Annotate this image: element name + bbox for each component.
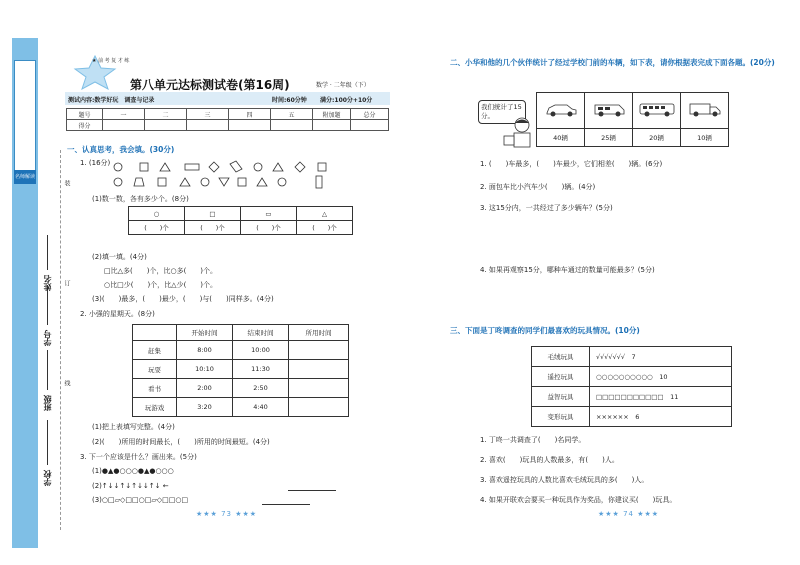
q1-label: 1. (16分) — [80, 159, 111, 167]
class-label: 班级 — [43, 395, 52, 411]
score-head: 附加题 — [313, 109, 351, 120]
circle-icon — [114, 178, 122, 186]
tally-marks: □□□□□□□□□□□ — [596, 393, 664, 401]
schedule-cell: 看书 — [133, 379, 177, 398]
count-shape-cell: ○ — [129, 207, 185, 221]
class-line[interactable] — [47, 350, 48, 390]
section-1-heading: 一、认真思考，我会填。(30分) — [67, 145, 175, 154]
toy-name: 益智玩具 — [532, 387, 590, 407]
schedule-cell: 11:30 — [233, 360, 289, 379]
q1-3: (3)( )最多，( )最少，( )与( )同样多。(4分) — [92, 295, 274, 303]
tally-count: 7 — [631, 353, 636, 361]
circle-icon — [254, 163, 262, 171]
count-answer-cell[interactable]: ( )个 — [241, 221, 297, 235]
student-icon — [500, 116, 540, 150]
van-icon — [592, 102, 626, 118]
count-shape-cell: ▭ — [241, 207, 297, 221]
tally-marks: √√√√√√√ — [596, 353, 625, 361]
count-answer-cell[interactable]: ( )个 — [185, 221, 241, 235]
triangle-icon — [273, 163, 283, 171]
q1-2b: ○比□少( )个，比△少( )个。 — [104, 281, 218, 289]
score-head: 总分 — [351, 109, 389, 120]
page-title: 第八单元达标测试卷(第16周) — [130, 78, 290, 92]
count-answer-cell[interactable]: ( )个 — [129, 221, 185, 235]
score-cell[interactable] — [313, 120, 351, 131]
circle-icon — [114, 163, 122, 171]
q3-3-answer-line[interactable] — [262, 504, 310, 505]
circle-icon — [278, 178, 286, 186]
left-page-number: 73 — [221, 510, 232, 518]
speech-bubble: 我们统计了15分。 — [478, 100, 526, 124]
r-q3: 3. 这15分内，一共经过了多少辆车？(5分) — [480, 204, 613, 212]
q1-2-label: (2)填一填。(4分) — [92, 253, 147, 261]
rectangle-icon — [185, 164, 199, 170]
schedule-cell: 玩游戏 — [133, 398, 177, 417]
t-q3: 3. 喜欢遥控玩具的人数比喜欢毛绒玩具的多( )人。 — [480, 476, 649, 484]
toy-name: 毛绒玩具 — [532, 347, 590, 367]
schedule-cell: 2:00 — [177, 379, 233, 398]
square-icon — [238, 178, 246, 186]
score-cell[interactable] — [271, 120, 313, 131]
bus-icon — [638, 102, 676, 118]
binding-notice-box — [14, 60, 36, 180]
square-icon — [158, 178, 166, 186]
schedule-answer[interactable] — [289, 398, 349, 417]
number-label: 学号 — [43, 330, 52, 346]
schedule-header: 开始时间 — [177, 325, 233, 341]
binding-word-xian: 线 — [63, 380, 70, 386]
score-head: 二 — [145, 109, 187, 120]
left-footer: ★★★ 73 ★★★ — [196, 510, 258, 518]
square-icon — [140, 163, 148, 171]
count-shape-cell: □ — [185, 207, 241, 221]
toy-tally — [590, 407, 732, 427]
vehicle-count: 10辆 — [681, 129, 729, 147]
score-head: 一 — [103, 109, 145, 120]
score-head: 得分 — [67, 120, 103, 131]
score-cell[interactable] — [187, 120, 229, 131]
toy-name: 遥控玩具 — [532, 367, 590, 387]
score-label: 满分:100分+10分 — [320, 97, 373, 104]
t-q2: 2. 喜欢( )玩具的人数最多，有( )人。 — [480, 456, 619, 464]
score-head: 三 — [187, 109, 229, 120]
diamond-icon — [295, 162, 305, 172]
right-page-number: 74 — [623, 510, 634, 518]
score-table — [66, 108, 389, 131]
strip-tab: 名师解读 — [14, 170, 36, 184]
bus-cell — [633, 93, 681, 129]
vehicle-count: 25辆 — [585, 129, 633, 147]
q2-label: 2. 小强的星期天。(8分) — [80, 310, 155, 318]
binding-word-ding: 订 — [63, 280, 70, 286]
q2-2: (2)( )所用的时间最长，( )所用的时间最短。(4分) — [92, 438, 270, 446]
tally-marks: ○○○○○○○○○○ — [596, 373, 653, 381]
triangle-icon — [257, 178, 267, 186]
brand-text: ★ 前 考 复 才 练 — [92, 58, 130, 64]
schedule-cell: 玩耍 — [133, 360, 177, 379]
toy-tally — [590, 367, 732, 387]
truck-cell — [681, 93, 729, 129]
tall-rect-icon — [316, 176, 322, 188]
tally-count: 10 — [659, 373, 668, 381]
count-answer-cell[interactable]: ( )个 — [297, 221, 353, 235]
rotated-rect-icon — [230, 161, 242, 172]
schedule-cell: 3:20 — [177, 398, 233, 417]
schedule-answer[interactable] — [289, 341, 349, 360]
name-line[interactable] — [47, 235, 48, 270]
toy-tally-table — [531, 346, 732, 427]
tally-marks: ×××××× — [596, 413, 629, 421]
q2-1: (1)把上表填写完整。(4分) — [92, 423, 175, 431]
number-line[interactable] — [47, 285, 48, 325]
score-head: 四 — [229, 109, 271, 120]
binding-word-zhuang: 装 — [63, 180, 70, 186]
name-label: 姓名 — [43, 275, 52, 291]
score-cell[interactable] — [351, 120, 389, 131]
school-line[interactable] — [47, 420, 48, 465]
q1-1-label: (1)数一数，各有多少个。(8分) — [92, 195, 189, 203]
schedule-table — [132, 324, 349, 417]
toy-tally — [590, 347, 732, 367]
toy-tally — [590, 387, 732, 407]
schedule-cell: 4:40 — [233, 398, 289, 417]
q3-1: (1)●▲●○○○●▲●○○○ — [92, 467, 174, 475]
q1-2a: □比△多( )个，比○多( )个。 — [104, 267, 218, 275]
t-q1: 1. 丁咚一共调查了( )名同学。 — [480, 436, 586, 444]
schedule-cell: 8:00 — [177, 341, 233, 360]
schedule-header: 所用时间 — [289, 325, 349, 341]
tally-count: 11 — [670, 393, 679, 401]
score-cell[interactable] — [229, 120, 271, 131]
car-cell — [537, 93, 585, 129]
schedule-cell: 赶集 — [133, 341, 177, 360]
score-cell[interactable] — [145, 120, 187, 131]
vehicle-table — [536, 92, 729, 147]
car-icon — [544, 102, 578, 118]
trapezoid-icon — [134, 178, 144, 186]
triangle-icon — [180, 178, 190, 186]
score-cell[interactable] — [103, 120, 145, 131]
truck-icon — [688, 102, 722, 118]
school-label: 学校 — [43, 470, 52, 486]
schedule-answer[interactable] — [289, 379, 349, 398]
vehicle-count: 20辆 — [633, 129, 681, 147]
triangle-icon — [219, 178, 229, 186]
schedule-cell: 10:10 — [177, 360, 233, 379]
score-head: 题号 — [67, 109, 103, 120]
toy-name: 变形玩具 — [532, 407, 590, 427]
section-3-heading: 三、下面是丁咚调查的同学们最喜欢的玩具情况。(10分) — [450, 326, 640, 335]
q3-label: 3. 下一个应该是什么？画出来。(5分) — [80, 453, 197, 461]
schedule-answer[interactable] — [289, 360, 349, 379]
r-q1: 1. ( )车最多，( )车最少，它们相差( )辆。(6分) — [480, 160, 663, 168]
t-q4: 4. 如果开联欢会要买一种玩具作为奖品，你建议买( )玩具。 — [480, 496, 677, 504]
count-table — [128, 206, 353, 235]
content-label: 测试内容:数学好玩 调查与记录 — [68, 97, 155, 104]
schedule-cell: 2:50 — [233, 379, 289, 398]
r-q4: 4. 如果再观察15分，哪种车通过的数量可能最多？(5分) — [480, 266, 655, 274]
cut-line — [60, 150, 61, 530]
schedule-header — [133, 325, 177, 341]
diamond-icon — [209, 162, 219, 172]
score-head: 五 — [271, 109, 313, 120]
q3-2: (2)↑↓↓↑↓↑↓↓↑↓ ← — [92, 482, 169, 490]
vehicle-count: 40辆 — [537, 129, 585, 147]
count-shape-cell: △ — [297, 207, 353, 221]
shape-collection — [110, 160, 350, 190]
q3-3: (3)○□▱◇□□○□▱◇□□○□ — [92, 496, 189, 504]
van-cell — [585, 93, 633, 129]
square-icon — [318, 163, 326, 171]
section-2-heading: 二、小华和他的几个伙伴统计了经过学校门前的车辆，如下表，请你根据表完成下面各题。(20分) — [450, 58, 775, 67]
r-q2: 2. 面包车比小汽车少( )辆。(4分) — [480, 183, 596, 191]
q3-2-answer-line[interactable] — [288, 490, 336, 491]
schedule-header: 结束时间 — [233, 325, 289, 341]
time-label: 时间:60分钟 — [272, 97, 307, 104]
schedule-cell: 10:00 — [233, 341, 289, 360]
triangle-icon — [160, 163, 170, 171]
right-footer: ★★★ 74 ★★★ — [598, 510, 660, 518]
circle-icon — [201, 178, 209, 186]
grade-label: 数学 · 二年级（下） — [316, 82, 370, 89]
tally-count: 6 — [635, 413, 640, 421]
